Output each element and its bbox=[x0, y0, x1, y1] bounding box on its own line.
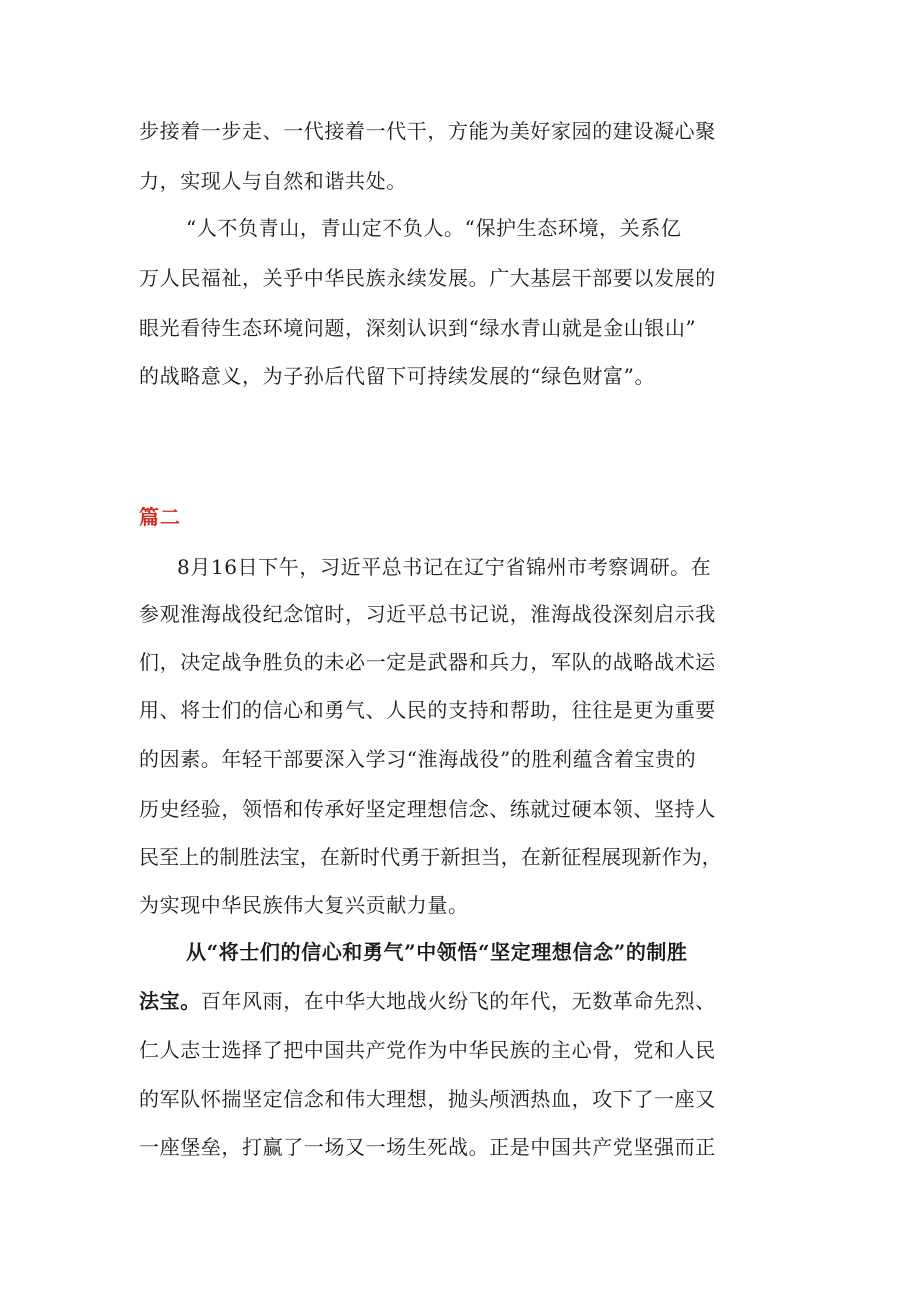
paragraph-line-mixed bbox=[139, 987, 789, 1015]
paragraph-line: 的战略意义，为子孙后代留下可持续发展的“绿色财富”。 bbox=[139, 364, 656, 388]
paragraph-line: 为实现中华民族伟大复兴贡献力量。 bbox=[139, 893, 469, 917]
paragraph-line: 历史经验，领悟和传承好坚定理想信念、练就过硬本领、坚持人 bbox=[139, 797, 716, 821]
paragraph-line: 仁人志士选择了把中国共产党作为中华民族的主心骨，党和人民 bbox=[139, 1038, 716, 1062]
paragraph-line: 的因素。年轻干部要深入学习“淮海战役”的胜利蕴含着宝贵的 bbox=[139, 747, 697, 771]
paragraph-line: 万人民福祉，关乎中华民族永续发展。广大基层干部要以发展的 bbox=[139, 266, 716, 290]
paragraph-line: 一座堡垒，打赢了一场又一场生死战。正是中国共产党坚强而正 bbox=[139, 1135, 716, 1159]
paragraph-line: 力，实现人与自然和谐共处。 bbox=[139, 169, 407, 193]
paragraph-line: 们，决定战争胜负的未必一定是武器和兵力，军队的战略战术运 bbox=[139, 650, 716, 674]
paragraph-line: 眼光看待生态环境问题，深刻认识到“绿水青山就是金山银山” bbox=[139, 316, 697, 340]
paragraph-line: 参观淮海战役纪念馆时，习近平总书记说，淮海战役深刻启示我 bbox=[139, 602, 716, 626]
paragraph-line: 民至上的制胜法宝，在新时代勇于新担当，在新征程展现新作为， bbox=[139, 845, 722, 869]
paragraph-text: 百年风雨，在中华大地战火纷飞的年代，无数革命先烈、 bbox=[200, 989, 716, 1013]
paragraph-line: 步接着一步走、一代接着一代干，方能为美好家园的建设凝心聚 bbox=[139, 119, 716, 143]
paragraph-line: 的军队怀揣坚定信念和伟大理想，抛头颅洒热血，攻下了一座又 bbox=[139, 1087, 716, 1111]
paragraph-line: “人不负青山，青山定不负人。“保护生态环境，关系亿 bbox=[186, 216, 682, 240]
paragraph-bold-lead: 从“将士们的信心和勇气”中领悟“坚定理想信念”的制胜 bbox=[186, 940, 688, 964]
section-heading: 篇二 bbox=[139, 505, 181, 529]
paragraph-line: 用、将士们的信心和勇气、人民的支持和帮助，往往是更为重要 bbox=[139, 698, 716, 722]
bold-lead-end: 法宝。 bbox=[139, 989, 201, 1013]
paragraph-line: 8月16日下午，习近平总书记在辽宁省锦州市考察调研。在 bbox=[177, 555, 712, 579]
